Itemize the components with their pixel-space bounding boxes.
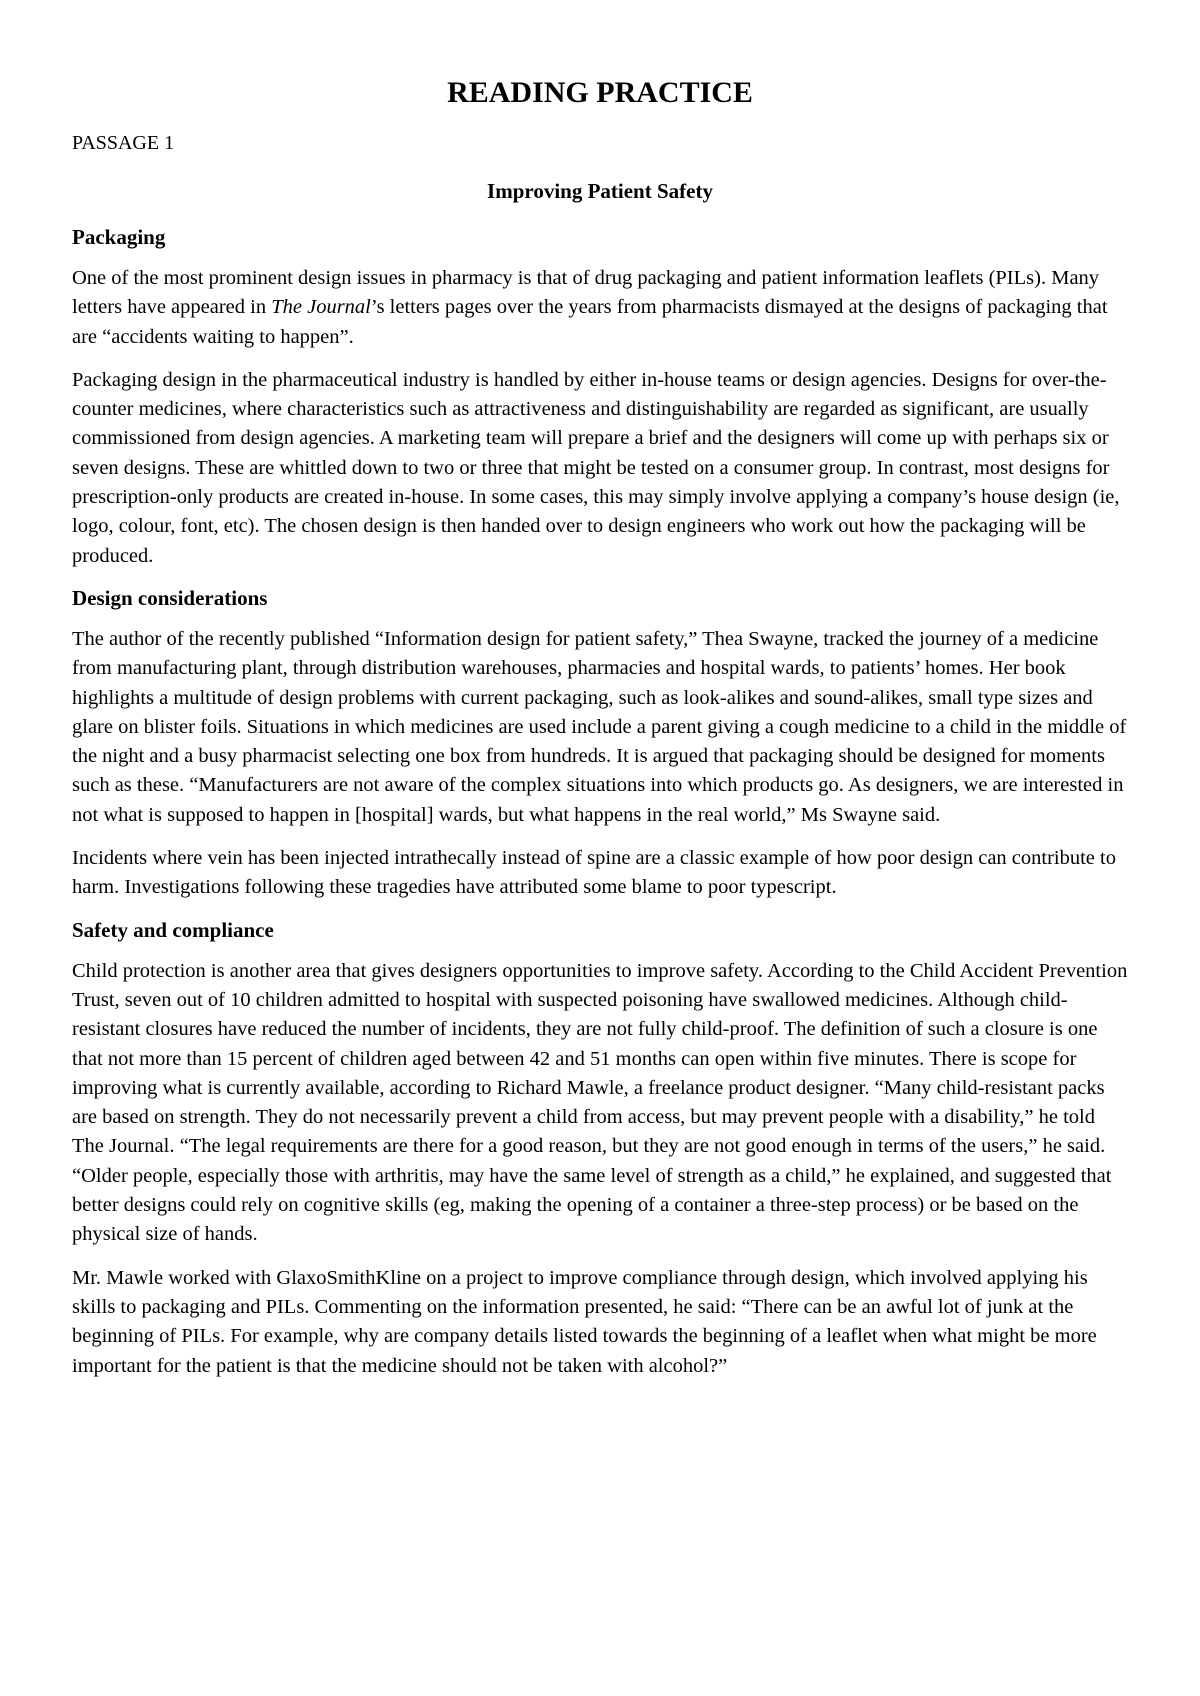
paragraph-packaging-2: Packaging design in the pharmaceutical industry is handled by either in-house teams or design agencies. Designs for over-the-counter medicines, where characteristics such as attractiveness and distinguishability are regarded as significant, are usually commissioned from design agencies. A marketing team will prepare a brief and the designers will come up with perhaps six or seven designs. These are whittled down to two or three that might be tested on a consumer group. In contrast, most designs for prescription-only products are created in-house. In some cases, this may simply involve applying a company’s house design (ie, logo, colour, font, etc). The chosen design is then handed over to design engineers who work out how the packaging will be produced. [72, 368, 1120, 567]
section-heading-safety-compliance: Safety and compliance [72, 917, 274, 942]
document-title: READING PRACTICE [447, 76, 753, 109]
paragraph-text: ’s letters pages over the years from pharmacists dismayed at the designs of packaging that are “accidents waiting to happen”. [72, 296, 1108, 348]
passage-label: PASSAGE 1 [72, 132, 175, 154]
paragraph-packaging-1 [72, 264, 1128, 352]
article-body [72, 224, 1128, 1395]
journal-name-italic: The Journal [271, 296, 371, 319]
paragraph-design-1: The author of the recently published “Information design for patient safety,” Thea Swayne, tracked the journey of a medicine from manufacturing plant, through distribution warehouses, pharmacies and hospital wards, to patients’ homes. Her book highlights a multitude of design problems with current packaging, such as look-alikes and sound-alikes, small type sizes and glare on blister foils. Situations in which medicines are used include a parent giving a cough medicine to a child in the middle of the night and a busy pharmacist selecting one box from hundreds. It is argued that packaging should be designed for moments such as these. “Manufacturers are not aware of the complex situations into which products go. As designers, we are interested in not what is supposed to happen in [hospital] wards, but what happens in the real world,” Ms Swayne said. [72, 627, 1127, 826]
paragraph-design-2: Incidents where vein has been injected intrathecally instead of spine are a classic example of how poor design can contribute to harm. Investigations following these tragedies have attributed some blame to poor typescript. [72, 847, 1116, 899]
article-title: Improving Patient Safety [487, 179, 713, 203]
section-heading-packaging: Packaging [72, 225, 166, 249]
section-heading-design-considerations: Design considerations [72, 585, 268, 610]
paragraph-text: One of the most prominent design issues in pharmacy is that of drug packaging and patient information leaflets (PILs). Many letters have appeared in [72, 267, 1100, 319]
paragraph-safety-2: Mr. Mawle worked with GlaxoSmithKline on a project to improve compliance through design, which involved applying his skills to packaging and PILs. Commenting on the information presented, he said: “There can be an awful lot of junk at the beginning of PILs. For example, why are company details listed towards the beginning of a leaflet when what might be more important for the patient is that the medicine should not be taken with alcohol?” [72, 1266, 1097, 1377]
paragraph-safety-1: Child protection is another area that gives designers opportunities to improve safety. According to the Child Accident Prevention Trust, seven out of 10 children admitted to hospital with suspected poisoning have swallowed medicines. Although child-resistant closures have reduced the number of incidents, they are not fully child-proof. The definition of such a closure is one that not more than 15 percent of children aged between 42 and 51 months can open within five minutes. There is scope for improving what is currently available, according to Richard Mawle, a freelance product designer. “Many child-resistant packs are based on strength. They do not necessarily prevent a child from access, but may prevent people with a disability,” he told The Journal. “The legal requirements are there for a good reason, but they are not good enough in terms of the users,” he said. “Older people, especially those with arthritis, may have the same level of strength as a child,” he explained, and suggested that better designs could rely on cognitive skills (eg, making the opening of a container a three-step process) or be based on the physical size of hands. [72, 959, 1128, 1246]
